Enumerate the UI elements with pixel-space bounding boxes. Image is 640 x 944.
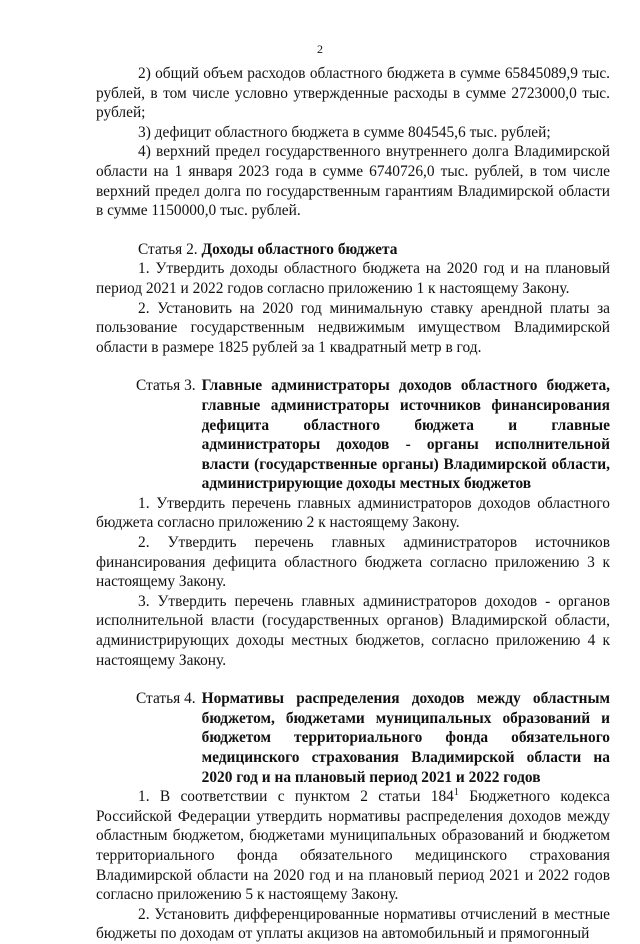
- article-2-item-1: 1. Утвердить доходы областного бюджета на 2020 год и на плановый период 2021 и 2022 годов согласно приложению 1 к настоящему Закону.: [96, 260, 610, 297]
- article-4-item-1-start: 1. В соответствии с пунктом 2 статьи 184: [138, 788, 454, 806]
- paragraph-budget-deficit: 3) дефицит областного бюджета в сумме 804545,6 тыс. рублей;: [138, 123, 551, 141]
- document-body: [96, 64, 610, 944]
- article-4-title: Нормативы распределения доходов между областным бюджетом, бюджетами муниципальных образований и бюджетом территориального фонда обязательного медицинского страхования Владимирской области на 2020 год и на плановый период 2021 и 2022 годов: [201, 690, 610, 786]
- paragraph-debt-limit: 4) верхний предел государственного внутреннего долга Владимирской области на 1 января 2023 года в сумме 6740726,0 тыс. рублей, в том числе верхний предел долга по государственным гарантиям Владимирской области в сумме 1150000,0 тыс. рублей.: [96, 143, 610, 220]
- article-2-label: Статья 2.: [138, 240, 202, 258]
- article-3-title: Главные администраторы доходов областного бюджета, главные администраторы источников финансирования дефицита областного бюджета и главные администраторы доходов - органы исполнительной власти (государственные органы) Владимирской области, администрирующие доходы местных бюджетов: [201, 377, 610, 493]
- article-2-heading: [96, 240, 610, 260]
- article-3-item-2: 2. Утвердить перечень главных администраторов источников финансирования дефицита областного бюджета согласно приложению 3 к настоящему Закону.: [96, 534, 610, 591]
- paragraph-budget-expenditures: 2) общий объем расходов областного бюджета в сумме 65845089,9 тыс. рублей, в том числе условно утвержденные расходы в сумме 2723000,0 тыс. рублей;: [96, 65, 610, 122]
- article-4-label: Статья 4.: [136, 690, 196, 708]
- article-2-item-2: 2. Установить на 2020 год минимальную ставку арендной платы за пользование государственным недвижимым имуществом Владимирской области в размере 1825 рублей за 1 квадратный метр в год.: [96, 299, 610, 356]
- article-3-item-3: 3. Утвердить перечень главных администраторов доходов - органов исполнительной власти (государственных органов) Владимирской области, администрирующих доходы местных бюджетов, согласно приложению 4 к настоящему Закону.: [96, 592, 610, 669]
- article-3-label: Статья 3.: [136, 377, 196, 395]
- article-3-item-1: 1. Утвердить перечень главных администраторов доходов областного бюджета согласно приложению 2 к настоящему Закону.: [96, 494, 610, 532]
- spacer: [96, 357, 610, 376]
- article-4-heading: [96, 689, 610, 787]
- superscript: 1: [453, 787, 459, 799]
- article-2-title: Доходы областного бюджета: [201, 240, 398, 258]
- article-4-item-2: 2. Установить дифференцированные нормативы отчислений в местные бюджеты по доходам от уплаты акцизов на автомобильный и прямогонный: [96, 905, 610, 943]
- article-4-item-1-rest: Бюджетного кодекса Российской Федерации утвердить нормативы распределения доходов между областным бюджетом, бюджетами муниципальных образований и бюджетом территориального фонда обязательного медицинского страхования Владимирской области на 2020 год и на плановый период 2021 и 2022 годов согласно приложению 5 к настоящему Закону.: [96, 788, 610, 904]
- page-number: 2: [317, 42, 323, 56]
- spacer: [96, 221, 610, 240]
- spacer: [96, 670, 610, 689]
- article-4-item-1: [96, 787, 610, 905]
- article-3-heading: [96, 376, 610, 494]
